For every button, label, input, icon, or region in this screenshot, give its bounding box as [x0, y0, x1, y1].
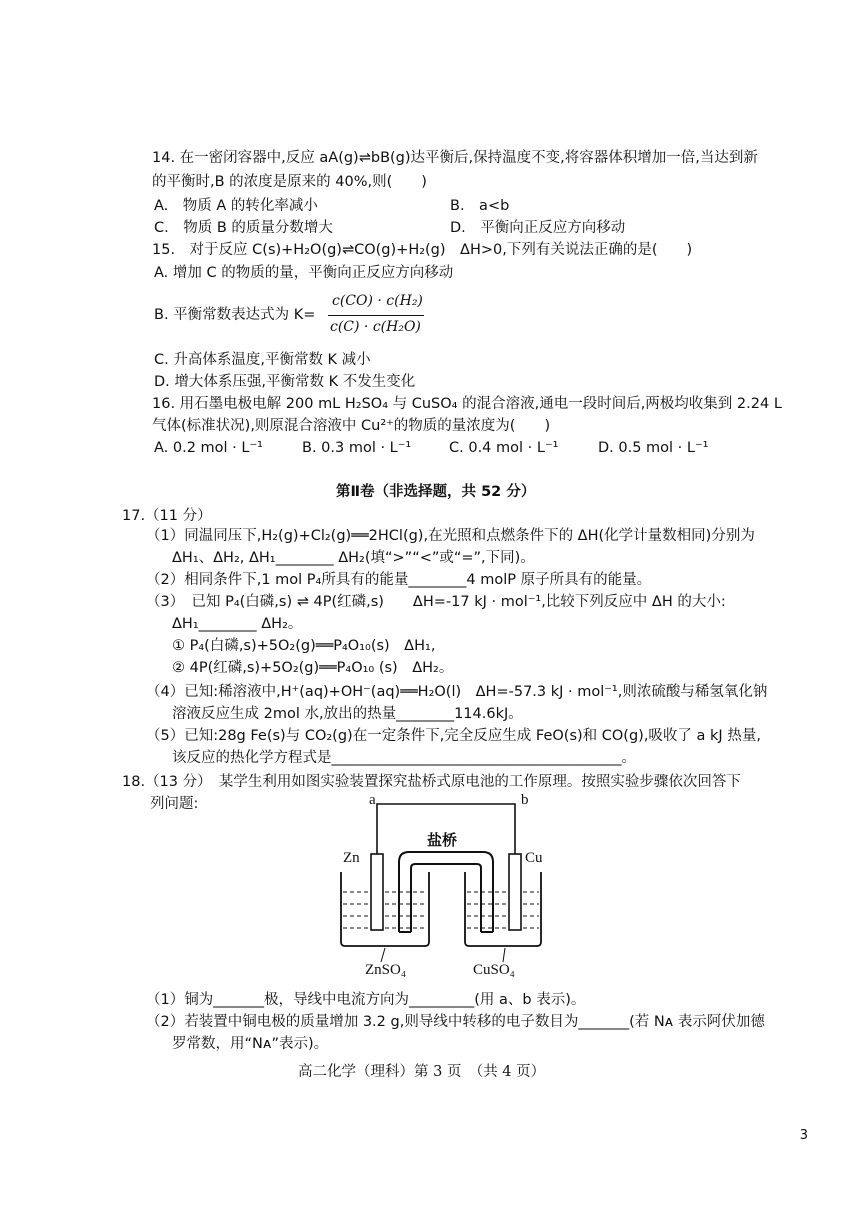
zn-label: Zn	[343, 850, 360, 866]
q18-part2-line1: （2）若装置中铜电极的质量增加 3.2 g,则导线中转移的电子数目为_______(若 Nᴀ 表示阿伏加德	[146, 1014, 765, 1030]
q14-option-a: A. 物质 A 的转化率减小	[154, 198, 318, 214]
q16-option-c: C. 0.4 mol · L⁻¹	[449, 440, 559, 456]
cell-diagram-svg	[335, 792, 545, 980]
q16-line2: 气体(标准状况),则原混合溶液中 Cu²⁺的物质的量浓度为( )	[152, 418, 551, 434]
q16-option-b: B. 0.3 mol · L⁻¹	[302, 440, 412, 456]
q18-part2-line2: 罗常数，用“Nᴀ”表示)。	[172, 1036, 329, 1052]
label-leaders	[381, 948, 505, 962]
q17-part4-line1: （4）已知:稀溶液中,H⁺(aq)+OH⁻(aq)══H₂O(l) ΔH=-57.3 kJ · mol⁻¹,则浓硫酸与稀氢氧化钠	[146, 684, 768, 700]
q14-line1: 14. 在一密闭容器中,反应 aA(g)⇌bB(g)达平衡后,保持温度不变,将容器体积增加一倍,当达到新	[152, 150, 758, 166]
q16-option-d: D. 0.5 mol · L⁻¹	[598, 440, 709, 456]
wire-end-label-b: b	[521, 792, 529, 808]
q17-part2: （2）相同条件下,1 mol P₄所具有的能量________4 molP 原子所具有的能量。	[146, 572, 652, 588]
q17-part3-line2: ΔH₁________ ΔH₂。	[172, 616, 303, 632]
q18-line2: 列问题:	[150, 796, 199, 812]
salt-bridge-cell-diagram	[335, 792, 545, 980]
k-denominator: c(C) · c(H₂O)	[330, 319, 421, 335]
q16-option-a: A. 0.2 mol · L⁻¹	[154, 440, 263, 456]
cu-label: Cu	[525, 850, 543, 866]
znso4-label: ZnSO₄	[365, 962, 407, 978]
q14-line2: 的平衡时,B 的浓度是原来的 40%,则( )	[152, 174, 427, 190]
q16-line1: 16. 用石墨电极电解 200 mL H₂SO₄ 与 CuSO₄ 的混合溶液,通电一段时间后,两极均收集到 2.24 L	[152, 396, 782, 412]
q17-part5-line1: （5）已知:28g Fe(s)与 CO₂(g)在一定条件下,完全反应生成 FeO(s)和 CO(g),吸收了 a kJ 热量,	[146, 728, 761, 744]
q17-part5-line2: 该反应的热化学方程式是________________________________________。	[172, 750, 636, 766]
q14-option-d: D. 平衡向正反应方向移动	[450, 220, 626, 236]
q18-part1: （1）铜为_______极，导线中电流方向为_________(用 a、b 表示)。	[146, 992, 586, 1008]
fraction-bar	[328, 315, 424, 316]
q15-option-a: A. 增加 C 的物质的量，平衡向正反应方向移动	[154, 265, 454, 281]
q17-part3-equation1: ① P₄(白磷,s)+5O₂(g)══P₄O₁₀(s) ΔH₁,	[172, 638, 436, 654]
q17-part1-line2: ΔH₁、ΔH₂, ΔH₁________ ΔH₂(填“>”“<”或“=”,下同)。	[172, 550, 535, 566]
q15-option-c: C. 升高体系温度,平衡常数 K 减小	[154, 352, 371, 368]
right-beaker	[465, 872, 541, 946]
q17-part1-line1: （1）同温同压下,H₂(g)+Cl₂(g)══2HCl(g),在光照和点燃条件下的 ΔH(化学计量数相同)分别为	[146, 528, 755, 544]
q18-line1: 18.（13 分） 某学生利用如图实验装置探究盐桥式原电池的工作原理。按照实验步骤依次回答下	[122, 774, 741, 790]
k-numerator: c(CO) · c(H₂)	[332, 293, 423, 309]
q15-option-d: D. 增大体系压强,平衡常数 K 不发生变化	[154, 374, 416, 390]
page-number: 3	[799, 1128, 808, 1143]
q17-part3-line1: （3） 已知 P₄(白磷,s) ⇌ 4P(红磷,s) ΔH=-17 kJ · mol⁻¹,比较下列反应中 ΔH 的大小:	[146, 594, 726, 610]
page-footer: 高二化学（理科）第 3 页 （共 4 页）	[298, 1064, 546, 1080]
cu-electrode	[509, 854, 521, 930]
wire-end-label-a: a	[369, 792, 376, 808]
left-beaker	[341, 872, 429, 946]
q17-header: 17.（11 分）	[122, 508, 212, 524]
q14-option-b: B. a<b	[450, 198, 510, 214]
zn-electrode	[371, 854, 383, 930]
section2-title: 第Ⅱ卷（非选择题，共 52 分）	[336, 484, 536, 500]
q14-option-c: C. 物质 B 的质量分数增大	[154, 220, 333, 236]
q15-option-b-prefix: B. 平衡常数表达式为 K=	[154, 307, 316, 323]
q15-line1: 15. 对于反应 C(s)+H₂O(g)⇌CO(g)+H₂(g) ΔH>0,下列有关说法正确的是( )	[152, 242, 693, 258]
q17-part4-line2: 溶液反应生成 2mol 水,放出的热量________114.6kJ。	[172, 706, 523, 722]
salt-bridge-label: 盐桥	[427, 831, 458, 849]
q17-part3-equation2: ② 4P(红磷,s)+5O₂(g)══P₄O₁₀ (s) ΔH₂。	[172, 660, 454, 676]
cuso4-label: CuSO₄	[473, 962, 515, 978]
